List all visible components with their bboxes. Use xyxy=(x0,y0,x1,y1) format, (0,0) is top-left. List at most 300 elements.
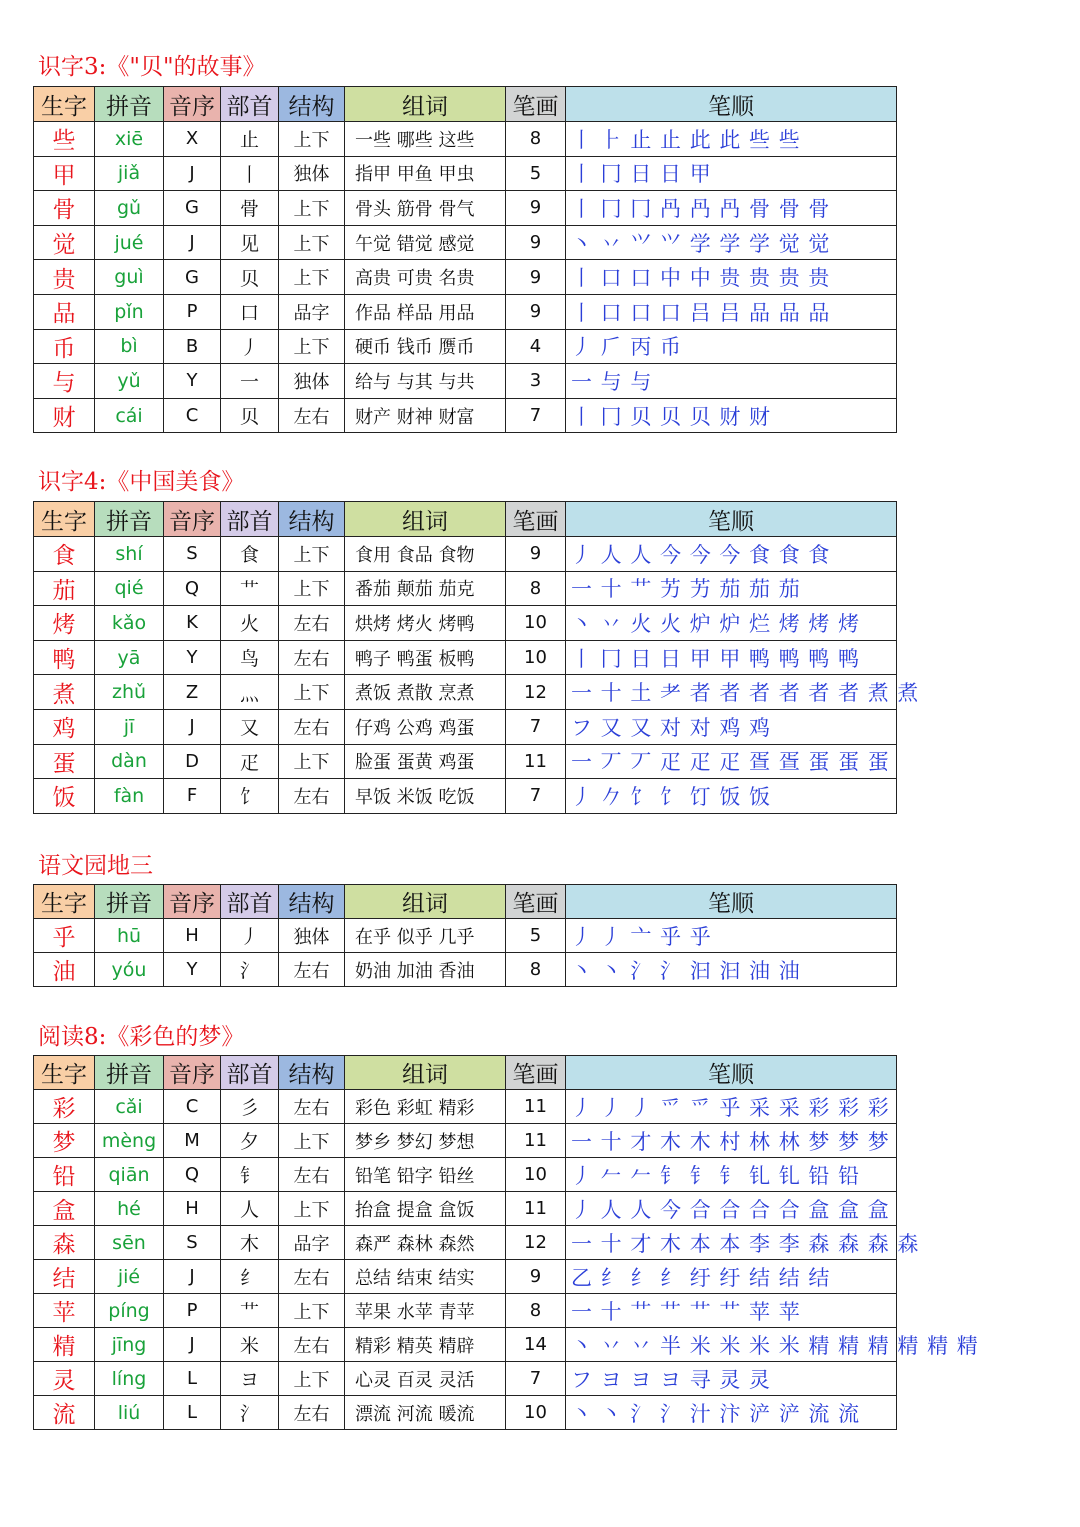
cell-strokes: 9 xyxy=(506,1260,566,1294)
cell-seq: J xyxy=(164,709,221,744)
header-row xyxy=(34,502,897,537)
cell-seq: C xyxy=(164,1090,221,1124)
cell-structure: 品字 xyxy=(279,1226,345,1260)
cell-seq: J xyxy=(164,156,221,191)
cell-words: 骨头 筋骨 骨气 xyxy=(345,191,506,226)
cell-char: 苹 xyxy=(34,1294,95,1328)
table-row xyxy=(34,156,897,191)
cell-radical: 口 xyxy=(221,294,279,329)
cell-structure: 上下 xyxy=(279,225,345,260)
header-radical: 部首 xyxy=(221,1056,279,1090)
cell-char: 盒 xyxy=(34,1192,95,1226)
cell-strokes: 10 xyxy=(506,1396,566,1430)
cell-pinyin: qié xyxy=(95,571,164,606)
cell-pinyin: dàn xyxy=(95,744,164,779)
cell-structure: 上下 xyxy=(279,191,345,226)
cell-structure: 上下 xyxy=(279,1192,345,1226)
cell-strokes: 3 xyxy=(506,364,566,399)
cell-pinyin: fàn xyxy=(95,779,164,814)
cell-pinyin: bì xyxy=(95,329,164,364)
header-structure: 结构 xyxy=(279,1056,345,1090)
table-row xyxy=(34,329,897,364)
header-row xyxy=(34,885,897,919)
header-char: 生字 xyxy=(34,1056,95,1090)
cell-seq: Q xyxy=(164,1158,221,1192)
cell-char: 煮 xyxy=(34,675,95,710)
table-row xyxy=(34,294,897,329)
header-seq: 音序 xyxy=(164,502,221,537)
cell-seq: Y xyxy=(164,640,221,675)
cell-words: 煮饭 煮散 烹煮 xyxy=(345,675,506,710)
cell-char: 鸭 xyxy=(34,640,95,675)
cell-pinyin: xiē xyxy=(95,122,164,157)
table-row xyxy=(34,398,897,433)
cell-stroke-order: 丨 口 口 中 中 贵 贵 贵 贵 xyxy=(566,260,897,295)
cell-seq: M xyxy=(164,1124,221,1158)
cell-stroke-order: 丿 丿 亠 乎 乎 xyxy=(566,919,897,953)
cell-pinyin: pǐn xyxy=(95,294,164,329)
cell-pinyin: jué xyxy=(95,225,164,260)
cell-radical: 夕 xyxy=(221,1124,279,1158)
header-strokes: 笔画 xyxy=(506,502,566,537)
cell-char: 精 xyxy=(34,1328,95,1362)
cell-structure: 上下 xyxy=(279,744,345,779)
cell-structure: 独体 xyxy=(279,919,345,953)
cell-char: 觉 xyxy=(34,225,95,260)
table-row xyxy=(34,1090,897,1124)
cell-pinyin: guì xyxy=(95,260,164,295)
header-order: 笔顺 xyxy=(566,502,897,537)
header-strokes: 笔画 xyxy=(506,87,566,122)
header-strokes: 笔画 xyxy=(506,885,566,919)
cell-char: 蛋 xyxy=(34,744,95,779)
cell-char: 饭 xyxy=(34,779,95,814)
header-words: 组词 xyxy=(345,1056,506,1090)
cell-radical: 丿 xyxy=(221,329,279,364)
cell-radical: 木 xyxy=(221,1226,279,1260)
cell-radical: 人 xyxy=(221,1192,279,1226)
header-pinyin: 拼音 xyxy=(95,885,164,919)
cell-pinyin: liú xyxy=(95,1396,164,1430)
cell-words: 食用 食品 食物 xyxy=(345,537,506,572)
header-order: 笔顺 xyxy=(566,87,897,122)
cell-words: 抬盒 提盒 盒饭 xyxy=(345,1192,506,1226)
cell-stroke-order: 一 十 艹 艻 艻 茄 茄 茄 xyxy=(566,571,897,606)
table-row xyxy=(34,364,897,399)
cell-words: 仔鸡 公鸡 鸡蛋 xyxy=(345,709,506,744)
cell-words: 午觉 错觉 感觉 xyxy=(345,225,506,260)
cell-char: 品 xyxy=(34,294,95,329)
cell-structure: 独体 xyxy=(279,364,345,399)
cell-structure: 左右 xyxy=(279,1158,345,1192)
table-row xyxy=(34,260,897,295)
cell-structure: 左右 xyxy=(279,398,345,433)
cell-pinyin: kǎo xyxy=(95,606,164,641)
header-seq: 音序 xyxy=(164,1056,221,1090)
cell-seq: J xyxy=(164,225,221,260)
table-row xyxy=(34,1124,897,1158)
cell-radical: 丿 xyxy=(221,919,279,953)
cell-strokes: 5 xyxy=(506,156,566,191)
cell-words: 烘烤 烤火 烤鸭 xyxy=(345,606,506,641)
cell-seq: C xyxy=(164,398,221,433)
cell-radical: 艹 xyxy=(221,571,279,606)
header-seq: 音序 xyxy=(164,885,221,919)
cell-strokes: 12 xyxy=(506,675,566,710)
cell-words: 一些 哪些 这些 xyxy=(345,122,506,157)
table-row xyxy=(34,1328,897,1362)
header-char: 生字 xyxy=(34,87,95,122)
cell-char: 油 xyxy=(34,953,95,987)
cell-structure: 独体 xyxy=(279,156,345,191)
cell-strokes: 9 xyxy=(506,225,566,260)
cell-stroke-order: 丨 冂 日 日 甲 甲 鸭 鸭 鸭 鸭 xyxy=(566,640,897,675)
cell-seq: H xyxy=(164,1192,221,1226)
table-row xyxy=(34,191,897,226)
cell-strokes: 8 xyxy=(506,571,566,606)
cell-radical: 纟 xyxy=(221,1260,279,1294)
cell-radical: 贝 xyxy=(221,260,279,295)
cell-strokes: 9 xyxy=(506,191,566,226)
cell-strokes: 10 xyxy=(506,606,566,641)
cell-strokes: 9 xyxy=(506,537,566,572)
cell-words: 脸蛋 蛋黄 鸡蛋 xyxy=(345,744,506,779)
table-row xyxy=(34,709,897,744)
cell-stroke-order: 丶 丷 ⺍ ⺍ 学 学 学 觉 觉 xyxy=(566,225,897,260)
cell-structure: 品字 xyxy=(279,294,345,329)
section-title: 阅读8:《彩色的梦》 xyxy=(38,1024,245,1050)
cell-radical: 氵 xyxy=(221,1396,279,1430)
header-radical: 部首 xyxy=(221,87,279,122)
header-radical: 部首 xyxy=(221,885,279,919)
cell-words: 梦乡 梦幻 梦想 xyxy=(345,1124,506,1158)
cell-radical: 又 xyxy=(221,709,279,744)
cell-words: 苹果 水苹 青苹 xyxy=(345,1294,506,1328)
cell-char: 食 xyxy=(34,537,95,572)
cell-structure: 上下 xyxy=(279,537,345,572)
cell-words: 在乎 似乎 几乎 xyxy=(345,919,506,953)
cell-char: 流 xyxy=(34,1396,95,1430)
table-row xyxy=(34,606,897,641)
section-title: 识字4:《中国美食》 xyxy=(38,469,245,495)
cell-pinyin: zhǔ xyxy=(95,675,164,710)
cell-stroke-order: 乙 纟 纟 纟 纡 纡 结 结 结 xyxy=(566,1260,897,1294)
cell-seq: L xyxy=(164,1362,221,1396)
cell-strokes: 8 xyxy=(506,122,566,157)
cell-radical: 钅 xyxy=(221,1158,279,1192)
table-row xyxy=(34,1192,897,1226)
cell-structure: 上下 xyxy=(279,1362,345,1396)
header-structure: 结构 xyxy=(279,502,345,537)
header-structure: 结构 xyxy=(279,885,345,919)
cell-strokes: 8 xyxy=(506,1294,566,1328)
cell-radical: 贝 xyxy=(221,398,279,433)
cell-stroke-order: フ ヨ ヨ ヨ 寻 灵 灵 xyxy=(566,1362,897,1396)
header-row xyxy=(34,87,897,122)
cell-words: 鸭子 鸭蛋 板鸭 xyxy=(345,640,506,675)
cell-radical: 火 xyxy=(221,606,279,641)
character-table xyxy=(33,1055,979,1430)
table-row xyxy=(34,1158,897,1192)
cell-structure: 左右 xyxy=(279,1328,345,1362)
cell-seq: K xyxy=(164,606,221,641)
cell-stroke-order: 丶 丷 火 火 炉 炉 烂 烤 烤 烤 xyxy=(566,606,897,641)
header-structure: 结构 xyxy=(279,87,345,122)
cell-seq: G xyxy=(164,191,221,226)
cell-char: 梦 xyxy=(34,1124,95,1158)
cell-pinyin: yǔ xyxy=(95,364,164,399)
header-seq: 音序 xyxy=(164,87,221,122)
cell-words: 彩色 彩虹 精彩 xyxy=(345,1090,506,1124)
header-row xyxy=(34,1056,897,1090)
cell-radical: 食 xyxy=(221,537,279,572)
character-table xyxy=(33,884,897,987)
cell-radical: 饣 xyxy=(221,779,279,814)
cell-words: 早饭 米饭 吃饭 xyxy=(345,779,506,814)
cell-char: 贵 xyxy=(34,260,95,295)
cell-stroke-order: 一 十 才 木 本 本 李 李 森 森 森 森 xyxy=(566,1226,897,1260)
cell-stroke-order: 丿 𠂊 饣 饣 饤 饭 饭 xyxy=(566,779,897,814)
cell-seq: L xyxy=(164,1396,221,1430)
cell-structure: 上下 xyxy=(279,122,345,157)
cell-pinyin: qiān xyxy=(95,1158,164,1192)
table-row xyxy=(34,1226,897,1260)
cell-strokes: 7 xyxy=(506,1362,566,1396)
cell-radical: 米 xyxy=(221,1328,279,1362)
cell-char: 些 xyxy=(34,122,95,157)
character-table xyxy=(33,86,897,433)
cell-pinyin: yā xyxy=(95,640,164,675)
character-table xyxy=(33,501,920,814)
cell-words: 作品 样品 用品 xyxy=(345,294,506,329)
table-row xyxy=(34,744,897,779)
cell-structure: 左右 xyxy=(279,1090,345,1124)
cell-strokes: 9 xyxy=(506,260,566,295)
cell-radical: 艹 xyxy=(221,1294,279,1328)
cell-seq: H xyxy=(164,919,221,953)
cell-pinyin: jīng xyxy=(95,1328,164,1362)
cell-char: 乎 xyxy=(34,919,95,953)
cell-radical: 鸟 xyxy=(221,640,279,675)
cell-words: 高贵 可贵 名贵 xyxy=(345,260,506,295)
cell-char: 结 xyxy=(34,1260,95,1294)
cell-pinyin: jiǎ xyxy=(95,156,164,191)
header-strokes: 笔画 xyxy=(506,1056,566,1090)
cell-pinyin: hū xyxy=(95,919,164,953)
cell-structure: 左右 xyxy=(279,640,345,675)
cell-pinyin: yóu xyxy=(95,953,164,987)
cell-structure: 上下 xyxy=(279,1294,345,1328)
cell-stroke-order: 一 十 艹 艹 艹 艹 苹 苹 xyxy=(566,1294,897,1328)
cell-radical: 一 xyxy=(221,364,279,399)
cell-seq: X xyxy=(164,122,221,157)
header-char: 生字 xyxy=(34,885,95,919)
cell-strokes: 5 xyxy=(506,919,566,953)
table-row xyxy=(34,640,897,675)
cell-pinyin: jī xyxy=(95,709,164,744)
cell-strokes: 11 xyxy=(506,1124,566,1158)
cell-seq: B xyxy=(164,329,221,364)
cell-words: 铅笔 铅字 铅丝 xyxy=(345,1158,506,1192)
cell-words: 财产 财神 财富 xyxy=(345,398,506,433)
cell-structure: 上下 xyxy=(279,675,345,710)
cell-words: 给与 与其 与共 xyxy=(345,364,506,399)
cell-char: 森 xyxy=(34,1226,95,1260)
cell-stroke-order: 丿 𠂆 丙 币 xyxy=(566,329,897,364)
cell-char: 茄 xyxy=(34,571,95,606)
cell-char: 甲 xyxy=(34,156,95,191)
cell-pinyin: hé xyxy=(95,1192,164,1226)
cell-stroke-order: フ 又 又 对 对 鸡 鸡 xyxy=(566,709,897,744)
cell-radical: 止 xyxy=(221,122,279,157)
section-title: 语文园地三 xyxy=(38,853,153,879)
cell-radical: 疋 xyxy=(221,744,279,779)
section-title: 识字3:《"贝"的故事》 xyxy=(38,54,266,80)
cell-seq: Q xyxy=(164,571,221,606)
cell-char: 骨 xyxy=(34,191,95,226)
cell-stroke-order: 丿 人 人 今 今 今 食 食 食 xyxy=(566,537,897,572)
cell-strokes: 12 xyxy=(506,1226,566,1260)
cell-pinyin: cái xyxy=(95,398,164,433)
header-words: 组词 xyxy=(345,885,506,919)
cell-stroke-order: 丨 冂 贝 贝 贝 财 财 xyxy=(566,398,897,433)
cell-char: 财 xyxy=(34,398,95,433)
cell-stroke-order: 一 十 才 木 木 村 林 林 梦 梦 梦 xyxy=(566,1124,897,1158)
cell-words: 精彩 精英 精辟 xyxy=(345,1328,506,1362)
cell-radical: ヨ xyxy=(221,1362,279,1396)
header-pinyin: 拼音 xyxy=(95,1056,164,1090)
cell-seq: J xyxy=(164,1328,221,1362)
cell-stroke-order: 丶 丶 氵 氵 汁 汴 浐 浐 流 流 xyxy=(566,1396,897,1430)
cell-structure: 左右 xyxy=(279,1260,345,1294)
table-row xyxy=(34,537,897,572)
table-row xyxy=(34,779,897,814)
header-order: 笔顺 xyxy=(566,885,897,919)
cell-pinyin: jié xyxy=(95,1260,164,1294)
cell-structure: 左右 xyxy=(279,779,345,814)
cell-structure: 上下 xyxy=(279,1124,345,1158)
cell-structure: 左右 xyxy=(279,953,345,987)
cell-strokes: 14 xyxy=(506,1328,566,1362)
cell-seq: Y xyxy=(164,953,221,987)
cell-strokes: 7 xyxy=(506,779,566,814)
cell-stroke-order: 丿 𠂉 𠂉 钅 钅 钅 钆 钆 铅 铅 xyxy=(566,1158,897,1192)
cell-words: 心灵 百灵 灵活 xyxy=(345,1362,506,1396)
header-words: 组词 xyxy=(345,87,506,122)
cell-stroke-order: 丶 丶 氵 氵 汩 汩 油 油 xyxy=(566,953,897,987)
cell-strokes: 7 xyxy=(506,398,566,433)
cell-char: 铅 xyxy=(34,1158,95,1192)
cell-strokes: 11 xyxy=(506,744,566,779)
cell-strokes: 11 xyxy=(506,1090,566,1124)
cell-radical: 丨 xyxy=(221,156,279,191)
cell-words: 总结 结束 结实 xyxy=(345,1260,506,1294)
cell-structure: 上下 xyxy=(279,329,345,364)
cell-radical: 彡 xyxy=(221,1090,279,1124)
cell-pinyin: cǎi xyxy=(95,1090,164,1124)
table-row xyxy=(34,953,897,987)
header-char: 生字 xyxy=(34,502,95,537)
cell-stroke-order: 一 丆 丆 疋 疋 疋 疍 疍 蛋 蛋 蛋 xyxy=(566,744,897,779)
cell-strokes: 8 xyxy=(506,953,566,987)
cell-radical: 灬 xyxy=(221,675,279,710)
cell-pinyin: sēn xyxy=(95,1226,164,1260)
table-row xyxy=(34,1294,897,1328)
cell-strokes: 11 xyxy=(506,1192,566,1226)
header-pinyin: 拼音 xyxy=(95,502,164,537)
cell-structure: 左右 xyxy=(279,1396,345,1430)
cell-words: 番茄 颠茄 茄克 xyxy=(345,571,506,606)
cell-seq: G xyxy=(164,260,221,295)
cell-structure: 上下 xyxy=(279,260,345,295)
table-row xyxy=(34,1362,897,1396)
table-row xyxy=(34,571,897,606)
cell-seq: Y xyxy=(164,364,221,399)
cell-words: 硬币 钱币 赝币 xyxy=(345,329,506,364)
cell-stroke-order: 一 与 与 xyxy=(566,364,897,399)
cell-words: 奶油 加油 香油 xyxy=(345,953,506,987)
cell-stroke-order: 丨 冂 日 日 甲 xyxy=(566,156,897,191)
cell-strokes: 4 xyxy=(506,329,566,364)
cell-seq: D xyxy=(164,744,221,779)
cell-seq: P xyxy=(164,1294,221,1328)
cell-strokes: 10 xyxy=(506,1158,566,1192)
cell-stroke-order: 丶 丷 丷 半 米 米 米 米 精 精 精 精 精 精 xyxy=(566,1328,897,1362)
cell-words: 漂流 河流 暖流 xyxy=(345,1396,506,1430)
cell-char: 币 xyxy=(34,329,95,364)
cell-stroke-order: 丨 ⺊ 止 止 此 此 些 些 xyxy=(566,122,897,157)
cell-stroke-order: 丨 口 口 口 吕 吕 品 品 品 xyxy=(566,294,897,329)
table-row xyxy=(34,919,897,953)
cell-stroke-order: 丿 丿 丿 爫 爫 乎 采 采 彩 彩 彩 xyxy=(566,1090,897,1124)
cell-words: 指甲 甲鱼 甲虫 xyxy=(345,156,506,191)
cell-structure: 左右 xyxy=(279,606,345,641)
table-row xyxy=(34,225,897,260)
cell-strokes: 10 xyxy=(506,640,566,675)
cell-structure: 左右 xyxy=(279,709,345,744)
cell-stroke-order: 丨 冂 冂 冎 冎 冎 骨 骨 骨 xyxy=(566,191,897,226)
cell-radical: 见 xyxy=(221,225,279,260)
cell-structure: 上下 xyxy=(279,571,345,606)
cell-pinyin: gǔ xyxy=(95,191,164,226)
header-pinyin: 拼音 xyxy=(95,87,164,122)
cell-char: 与 xyxy=(34,364,95,399)
table-row xyxy=(34,1260,897,1294)
cell-radical: 氵 xyxy=(221,953,279,987)
table-row xyxy=(34,1396,897,1430)
cell-stroke-order: 丿 人 人 今 合 合 合 合 盒 盒 盒 xyxy=(566,1192,897,1226)
cell-strokes: 9 xyxy=(506,294,566,329)
cell-seq: S xyxy=(164,537,221,572)
header-words: 组词 xyxy=(345,502,506,537)
cell-seq: Z xyxy=(164,675,221,710)
table-row xyxy=(34,675,897,710)
cell-char: 烤 xyxy=(34,606,95,641)
cell-char: 灵 xyxy=(34,1362,95,1396)
cell-pinyin: píng xyxy=(95,1294,164,1328)
cell-seq: J xyxy=(164,1260,221,1294)
table-row xyxy=(34,122,897,157)
cell-radical: 骨 xyxy=(221,191,279,226)
cell-seq: F xyxy=(164,779,221,814)
header-radical: 部首 xyxy=(221,502,279,537)
cell-pinyin: shí xyxy=(95,537,164,572)
cell-char: 鸡 xyxy=(34,709,95,744)
cell-pinyin: líng xyxy=(95,1362,164,1396)
cell-pinyin: mèng xyxy=(95,1124,164,1158)
cell-stroke-order: 一 十 土 耂 者 者 者 者 者 者 煮 煮 xyxy=(566,675,897,710)
cell-words: 森严 森林 森然 xyxy=(345,1226,506,1260)
